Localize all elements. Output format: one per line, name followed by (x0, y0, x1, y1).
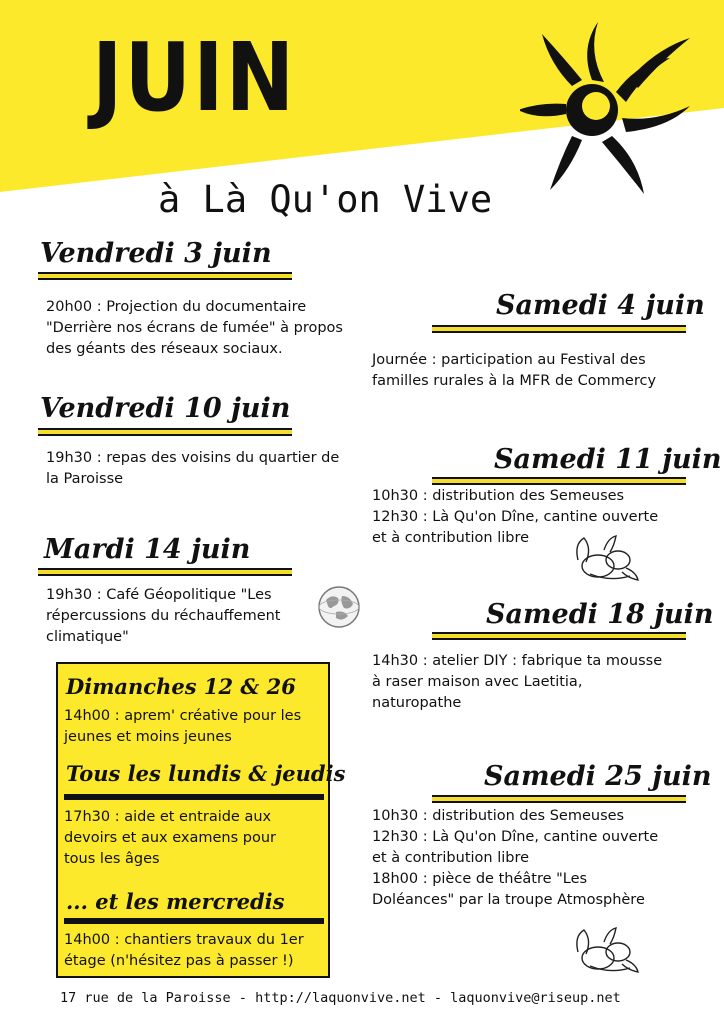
vegetables-icon (570, 530, 640, 582)
event-description: 19h30 : Café Géopolitique "Les répercussions du réchauffement climatique" (46, 587, 281, 645)
recurring-title: Tous les lundis & jeudis (66, 761, 346, 786)
recurring-description: 14h00 : chantiers travaux du 1er étage (n'hésitez pas à passer !) (64, 932, 304, 969)
globe-icon (316, 584, 362, 630)
event-day-title: Vendredi 10 juin (40, 393, 291, 424)
event-day-title: Samedi 4 juin (496, 290, 705, 321)
day-underline (432, 325, 686, 333)
event-day-title: Vendredi 3 juin (40, 238, 272, 269)
event-description: 19h30 : repas des voisins du quartier de la Paroisse (46, 450, 340, 487)
event-description: 20h00 : Projection du documentaire "Derrière nos écrans de fumée" à propos des géants des réseaux sociaux. (46, 299, 343, 357)
recurring-title: ... et les mercredis (66, 889, 285, 914)
event-day-title: Samedi 11 juin (494, 444, 722, 475)
event-day-title: Samedi 25 juin (484, 761, 712, 792)
day-underline (432, 632, 686, 640)
recurring-title: Dimanches 12 & 26 (66, 674, 296, 699)
event-description: 10h30 : distribution des Semeuses 12h30 : Là Qu'on Dîne, cantine ouverte et à contribution libre (372, 488, 659, 546)
day-underline (432, 795, 686, 803)
venue-subtitle: à Là Qu'on Vive (158, 178, 493, 221)
recurring-description: 14h00 : aprem' créative pour les jeunes et moins jeunes (64, 708, 302, 745)
day-underline (38, 568, 292, 576)
event-description: Journée : participation au Festival des familles rurales à la MFR de Commercy (372, 352, 657, 389)
title-underline (64, 794, 324, 800)
event-day-title: Samedi 18 juin (486, 599, 714, 630)
event-description: 10h30 : distribution des Semeuses 12h30 : Là Qu'on Dîne, cantine ouverte et à contribution libre 18h00 : pièce de théâtre "Les Doléances" par la troupe Atmosphère (372, 808, 659, 908)
event-day-title: Mardi 14 juin (44, 534, 251, 565)
title-underline (64, 918, 324, 924)
day-underline (38, 428, 292, 436)
recurring-description: 17h30 : aide et entraide aux devoirs et aux examens pour tous les âges (64, 809, 276, 867)
footer-contact: 17 rue de la Paroisse - http://laquonvive.net - laquonvive@riseup.net (60, 990, 621, 1006)
event-description: 14h30 : atelier DIY : fabrique ta mousse à raser maison avec Laetitia, naturopathe (372, 653, 663, 711)
vegetables-icon (570, 922, 640, 974)
month-title: JUIN (92, 23, 297, 134)
day-underline (432, 477, 686, 485)
day-underline (38, 272, 292, 280)
sun-icon (520, 18, 710, 198)
